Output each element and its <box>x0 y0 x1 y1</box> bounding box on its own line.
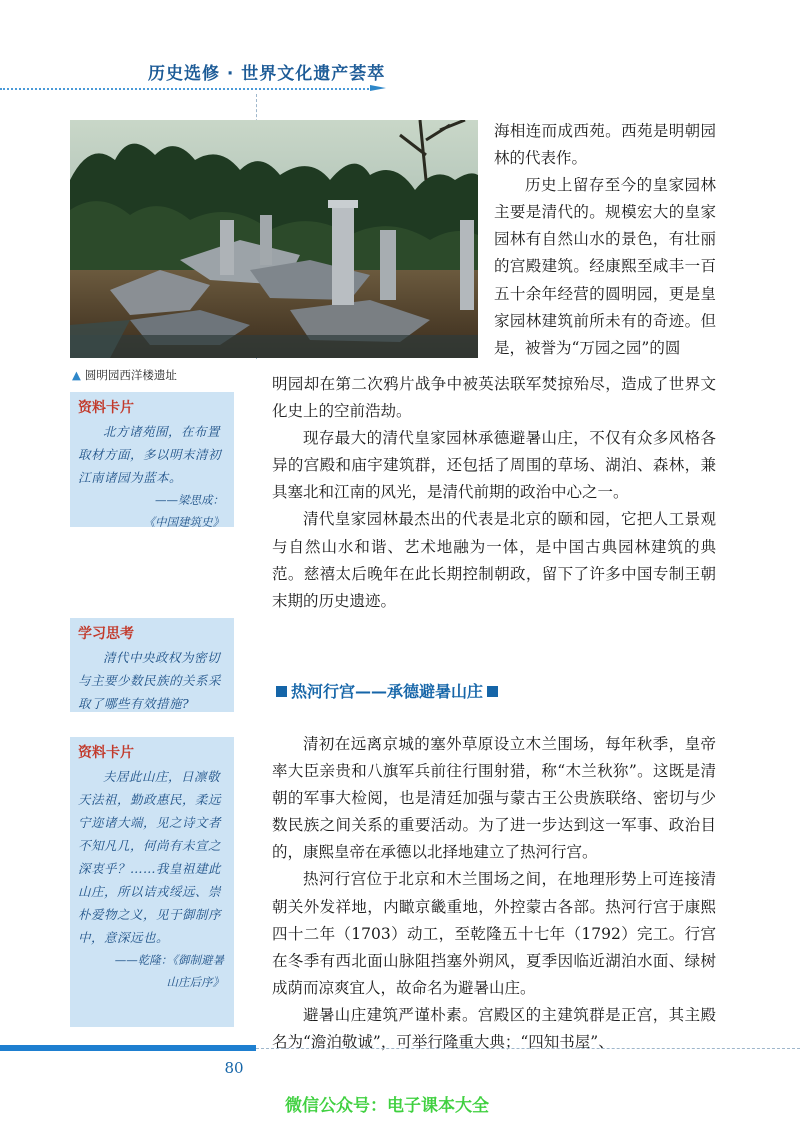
card-body: 北方诸苑囿，在布置取材方面，多以明末清初江南诸园为蓝本。 <box>78 424 222 485</box>
photo-caption <box>72 366 272 384</box>
section-heading <box>272 680 712 704</box>
caption-triangle-icon: ▲ <box>72 368 81 382</box>
study-question-card <box>70 618 234 712</box>
running-header-title: 历史选修 · 世界文化遗产荟萃 <box>148 64 386 84</box>
paragraph: 历史上留存至今的皇家园林主要是清代的。规模宏大的皇家园林有自然山水的景色，有壮丽的宫殿建筑。经康熙至咸丰一百五十余年经营的圆明园，更是皇家园林建筑前所未有的奇迹。但是，被誉为“万园之园”的圆 <box>494 176 716 357</box>
footer-bar <box>0 1045 256 1051</box>
caption-text: 圆明园西洋楼遗址 <box>84 368 177 382</box>
header-dotted-rule <box>0 88 372 90</box>
paragraph: 热河行宫位于北京和木兰围场之间，在地理形势上可连接清朝关外发祥地，内瞰京畿重地，外控蒙古各部。热河行宫于康熙四十二年（1703）动工，至乾隆五十七年（1792）完工。行宫在冬季有西北面山脉阻挡塞外朔风，夏季因临近湖泊水面、绿树成荫而凉爽宜人，故命名为避暑山庄。 <box>272 870 716 997</box>
card-title: 学习思考 <box>78 626 134 642</box>
card-source-author: ——乾隆：《御制避暑 <box>114 953 224 967</box>
card-source-book: 《中国建筑史》 <box>143 515 224 529</box>
card-source-book: 山庄后序》 <box>166 975 224 989</box>
card-source-author: ——梁思成： <box>155 493 224 507</box>
header-arrow-icon <box>370 81 386 95</box>
section-heading-text: 热河行宫——承德避暑山庄 <box>291 682 484 701</box>
paragraph: 清初在远离京城的塞外草原设立木兰围场，每年秋季，皇帝率大臣亲贵和八旗军兵前往行围射猎，称“木兰秋狝”。这既是清朝的军事大检阅，也是清廷加强与蒙古王公贵族联络、密切与少数民族之间关系的重要活动。为了进一步达到这一军事、政治目的，康熙皇帝在承德以北择地建立了热河行宫。 <box>272 735 716 862</box>
card-title: 资料卡片 <box>78 745 134 761</box>
card-body: 清代中央政权为密切与主要少数民族的关系采取了哪些有效措施? <box>78 650 222 711</box>
main-text-lower <box>272 731 716 1056</box>
paragraph: 避暑山庄建筑严谨朴素。宫殿区的主建筑群是正宫，其主殿名为“澹泊敬诚”，可举行隆重大典；“四知书屋”、 <box>272 1005 716 1052</box>
page-number: 80 <box>224 1059 244 1077</box>
ruins-photo-image <box>70 120 478 358</box>
card-title: 资料卡片 <box>78 400 134 416</box>
main-text-upper <box>272 371 716 615</box>
data-card <box>70 737 234 1027</box>
watermark-text: 微信公众号：电子课本大全 <box>285 1096 489 1116</box>
square-bullet-icon <box>276 686 287 697</box>
paragraph: 现存最大的清代皇家园林承德避暑山庄，不仅有众多风格各异的宫殿和庙宇建筑群，还包括了周围的草场、湖泊、森林，兼具塞北和江南的风光，是清代前期的政治中心之一。 <box>272 429 716 502</box>
paragraph: 海相连而成西苑。西苑是明朝园林的代表作。 <box>494 122 716 168</box>
data-card <box>70 392 234 527</box>
paragraph: 清代皇家园林最杰出的代表是北京的颐和园，它把人工景观与自然山水和谐、艺术地融为一体，是中国古典园林建筑的典范。慈禧太后晚年在此长期控制朝政，留下了许多中国专制王朝末期的历史遗迹。 <box>272 510 716 610</box>
square-bullet-icon <box>487 686 498 697</box>
card-body: 夫居此山庄，日凛敬天法祖，勤政惠民，柔远宁迩诸大端，见之诗文者不知凡几，何尚有未宣之深衷乎？……我皇祖建此山庄，所以诘戎绥远、崇朴爱物之义，见于御制序中，意深远也。 <box>78 769 222 945</box>
right-column-text <box>494 118 716 362</box>
footer-dashed-rule <box>256 1048 800 1049</box>
ruins-photo <box>70 120 478 358</box>
paragraph-continuation: 明园却在第二次鸦片战争中被英法联军焚掠殆尽，造成了世界文化史上的空前浩劫。 <box>272 375 716 421</box>
